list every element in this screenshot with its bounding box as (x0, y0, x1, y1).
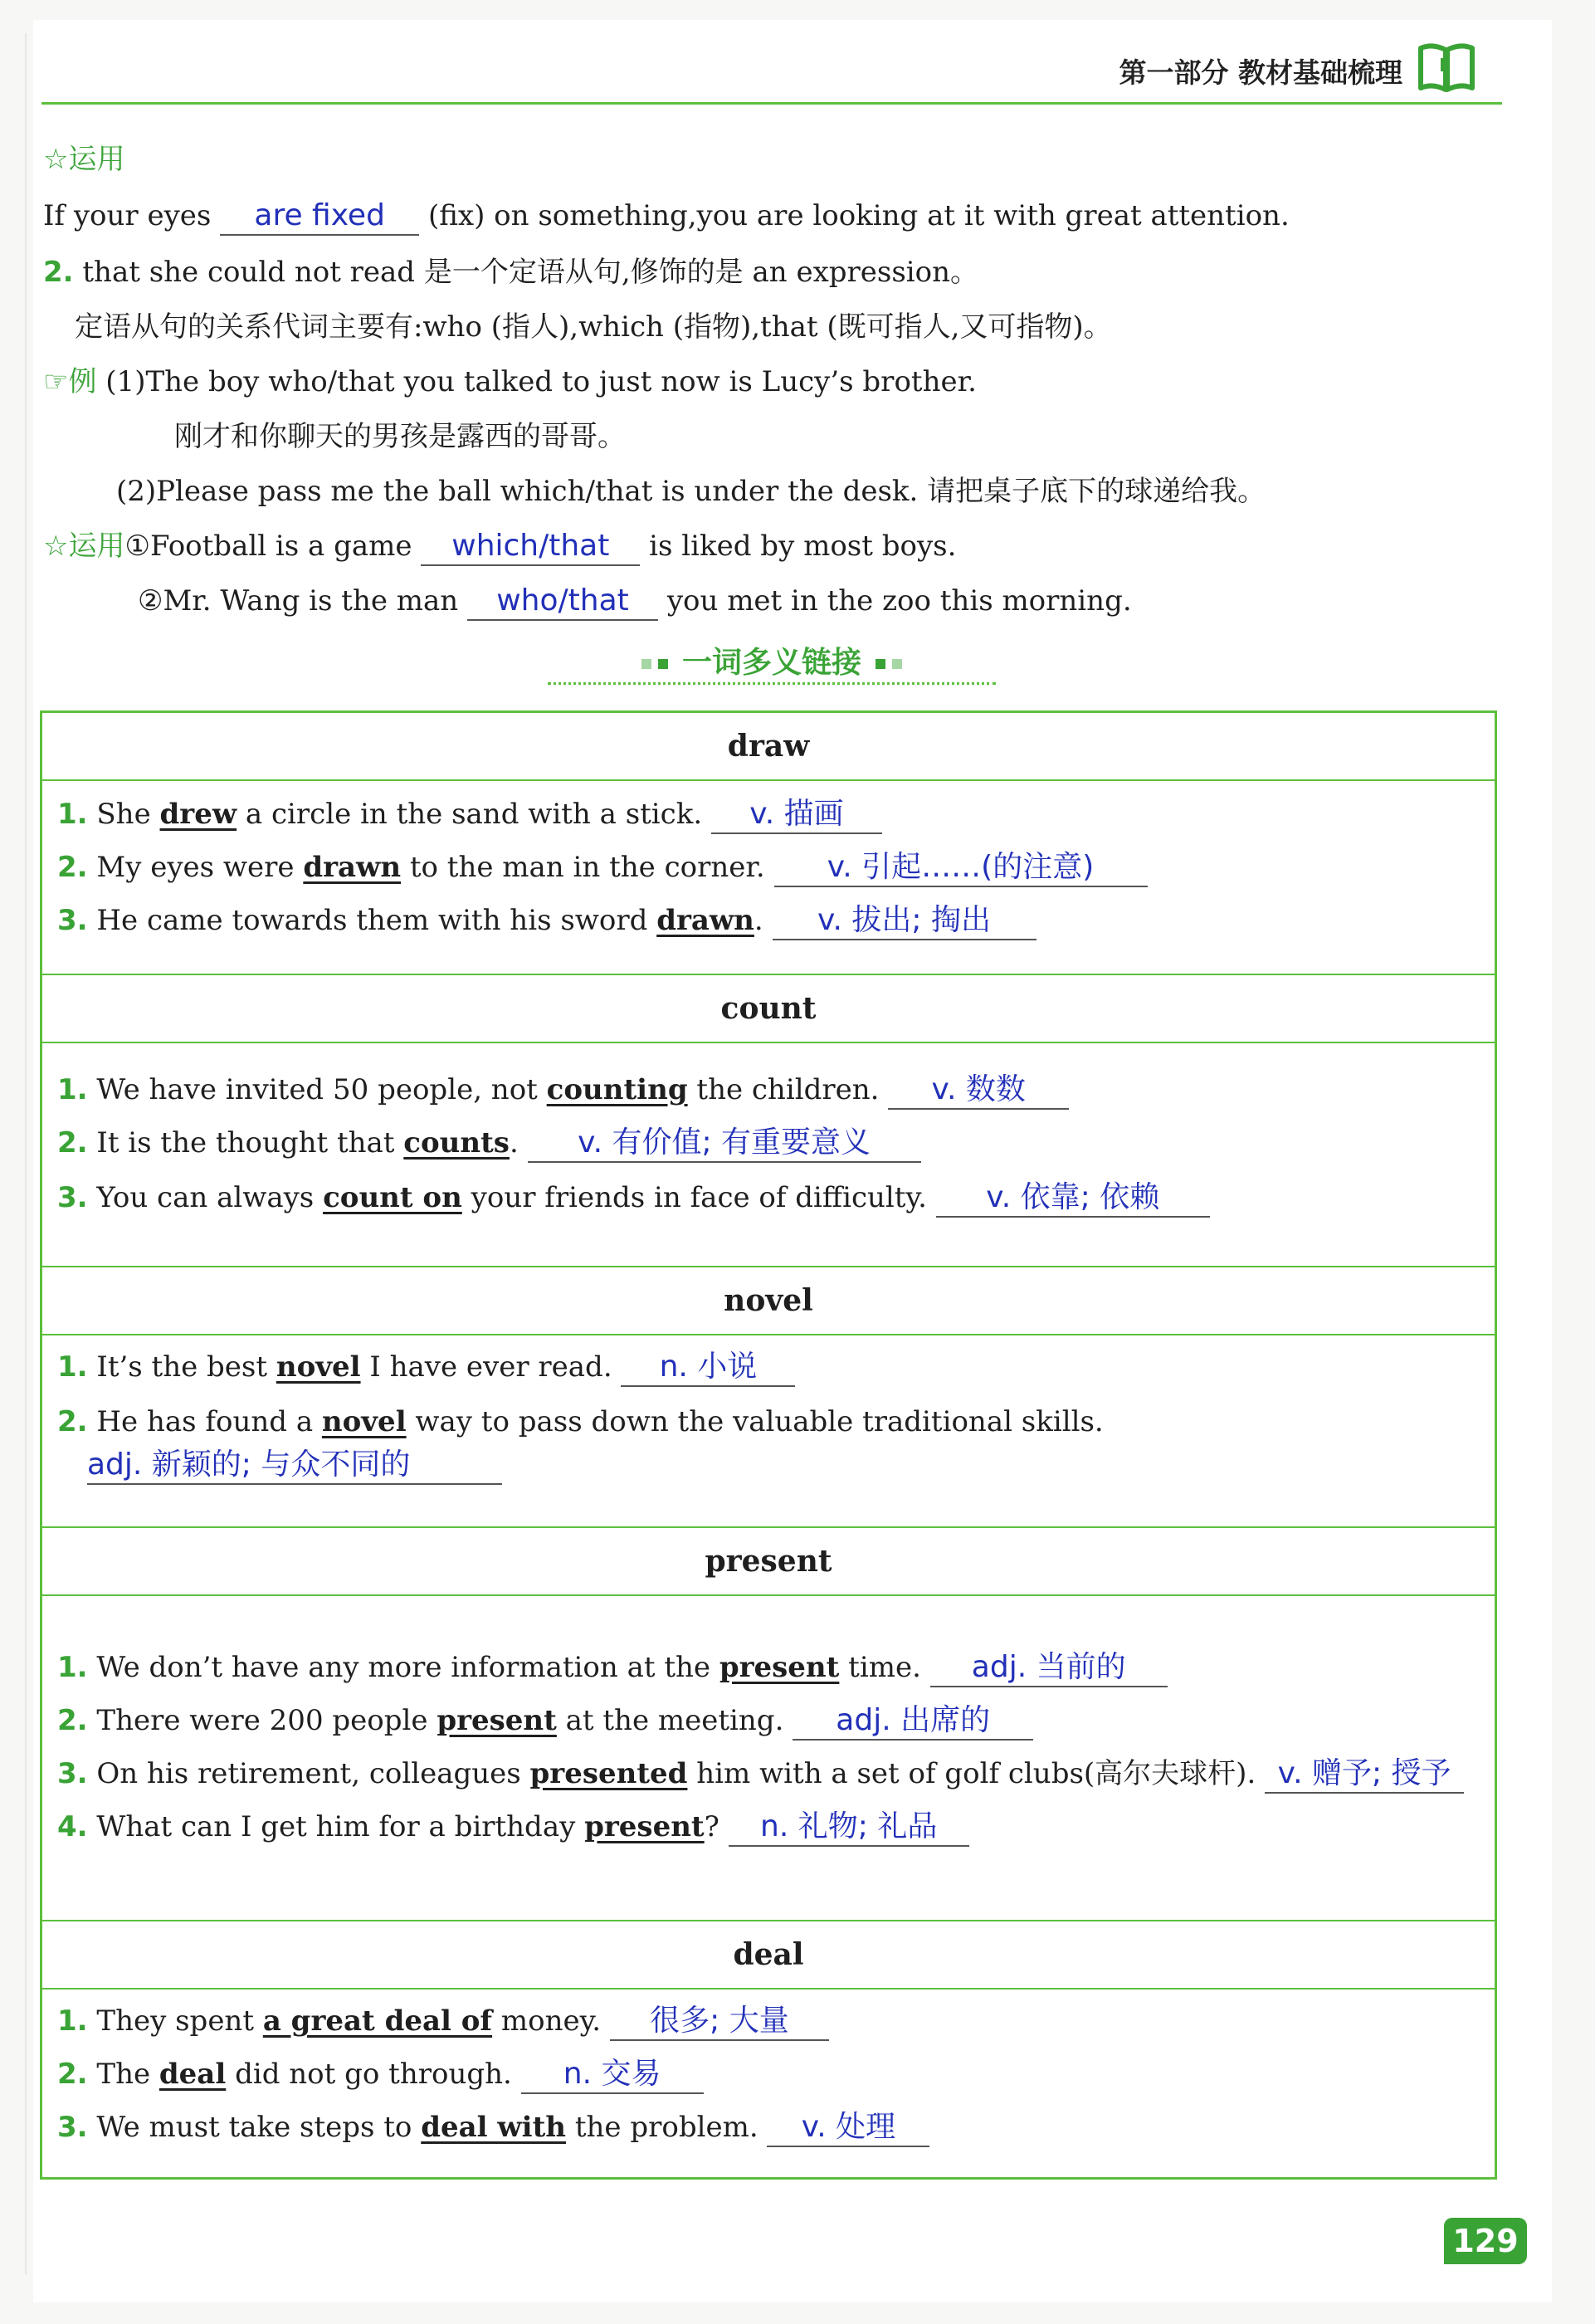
keyword: present (719, 1651, 840, 1684)
table-row (57, 902, 1037, 940)
answer-blank: which/that (421, 530, 640, 566)
answer-blank: v. 拔出; 掏出 (773, 904, 1037, 940)
keyword: present (584, 1810, 705, 1843)
sentence-text: They spent (96, 2004, 263, 2038)
polysemy-table (40, 710, 1497, 2180)
table-row (57, 1809, 969, 1847)
sentence-text: It is the thought that (96, 1126, 404, 1160)
table-row (57, 1125, 921, 1163)
binding-margin (25, 33, 27, 2274)
item-number: 3. (57, 1181, 88, 1214)
keyword: counting (546, 1073, 688, 1106)
note-text: that she could not read 是一个定语从句,修饰的是 an expression。 (82, 256, 979, 289)
word-heading-present: present (42, 1526, 1495, 1596)
usage-sentence-1 (43, 198, 1290, 236)
page-header (41, 33, 1502, 105)
keyword: deal (159, 2058, 227, 2091)
item-number: 3. (57, 904, 88, 937)
table-row (57, 1404, 1104, 1440)
item-number: 1. (57, 1073, 88, 1106)
answer-blank: n. 小说 (621, 1350, 795, 1387)
answer-blank: v. 引起……(的注意) (774, 851, 1148, 887)
keyword: novel (321, 1405, 407, 1438)
sentence-text: If your eyes (43, 199, 212, 232)
example-2: (2)Please pass me the ball which/that is under the desk. 请把桌子底下的球递给我。 (116, 475, 1266, 508)
usage-sentence-3 (138, 583, 1132, 621)
answer-blank: v. 数数 (888, 1073, 1069, 1110)
answer-blank: v. 依靠; 依赖 (936, 1181, 1210, 1218)
word-heading-draw: draw (42, 713, 1495, 781)
sentence-text: the children. (687, 1073, 880, 1106)
usage-sentence-2 (43, 528, 956, 566)
page-number: 129 (1444, 2218, 1527, 2264)
keyword: novel (276, 1350, 361, 1384)
sentence-text: He has found a (96, 1405, 322, 1438)
usage-label: ☆运用 (43, 143, 125, 176)
item-number: 2. (43, 256, 74, 289)
table-row (57, 1072, 1069, 1110)
sentence-text: . (754, 904, 763, 937)
sentence-text: What can I get him for a birthday (96, 1810, 585, 1843)
sentence-text: She (96, 798, 160, 831)
table-row (57, 2109, 929, 2147)
example-label: ☞例 (43, 365, 97, 398)
keyword: present (437, 1704, 557, 1737)
word-heading-deal: deal (42, 1920, 1495, 1990)
table-row (57, 2003, 829, 2041)
sentence-text: ②Mr. Wang is the man (138, 584, 459, 618)
keyword: drawn (656, 904, 754, 937)
example-text: (1)The boy who/that you talked to just now is Lucy’s brother. (105, 365, 977, 398)
sentence-text: did not go through. (226, 2058, 512, 2091)
answer-blank: adj. 当前的 (930, 1651, 1168, 1687)
table-row (57, 1349, 795, 1387)
sentence-text: at the meeting. (556, 1704, 784, 1737)
item-number: 1. (57, 798, 88, 831)
table-row (57, 1179, 1210, 1218)
keyword: presented (529, 1757, 688, 1790)
keyword: drew (159, 798, 237, 831)
item-number: 2. (57, 1704, 88, 1737)
item-number: 2. (57, 2058, 88, 2091)
table-row (57, 796, 882, 834)
keyword: a great deal of (262, 2004, 493, 2038)
table-row (57, 1649, 1168, 1687)
keyword: count on (323, 1181, 462, 1214)
item-number: 1. (57, 1651, 88, 1684)
answer-blank: are fixed (220, 199, 419, 236)
square-ornament (641, 659, 651, 669)
answer-blank: adj. 出席的 (793, 1704, 1033, 1741)
sentence-text: You can always (96, 1181, 324, 1214)
header-title: 第一部分 教材基础梳理 (1119, 56, 1402, 89)
item-number: 1. (57, 1350, 88, 1384)
keyword: counts (403, 1126, 510, 1160)
sentence-text: I have ever read. (360, 1350, 612, 1384)
answer-blank: v. 有价值; 有重要意义 (528, 1126, 921, 1163)
sentence-text: to the man in the corner. (401, 851, 765, 884)
keyword: deal with (421, 2111, 567, 2144)
answer-blank: v. 处理 (767, 2111, 929, 2147)
book-icon (1416, 40, 1477, 95)
answer-blank: adj. 新颖的; 与众不同的 (87, 1448, 502, 1485)
item-number: 2. (57, 851, 88, 884)
sentence-text: a circle in the sand with a stick. (237, 798, 703, 831)
keyword: drawn (303, 851, 402, 884)
sentence-text: We must take steps to (96, 2111, 422, 2144)
table-row (57, 849, 1148, 887)
sentence-text: On his retirement, colleagues (96, 1757, 530, 1790)
word-heading-novel: novel (42, 1266, 1495, 1335)
item-number: 3. (57, 2111, 88, 2144)
sentence-text: It’s the best (96, 1350, 276, 1384)
sentence-text: He came towards them with his sword (96, 904, 657, 937)
sentence-text: way to pass down the valuable traditional skills. (406, 1405, 1104, 1438)
square-ornament (658, 659, 668, 669)
sentence-text: We don’t have any more information at the (96, 1651, 719, 1684)
sentence-text: ①Football is a game (124, 530, 412, 563)
answer-blank: v. 赠予; 授予 (1265, 1757, 1464, 1794)
item-number: 3. (57, 1757, 88, 1790)
sentence-text: your friends in face of difficulty. (461, 1181, 927, 1214)
sentence-text: you met in the zoo this morning. (666, 584, 1132, 618)
answer-blank: 很多; 大量 (610, 2004, 829, 2041)
table-row-continuation (87, 1447, 502, 1485)
sentence-text: There were 200 people (96, 1704, 437, 1737)
item-number: 4. (57, 1810, 88, 1843)
sentence-text: is liked by most boys. (649, 530, 957, 563)
sentence-text: money. (492, 2004, 602, 2038)
sentence-text: The (96, 2058, 159, 2091)
example-1-translation: 刚才和你聊天的男孩是露西的哥哥。 (174, 420, 626, 453)
table-row (57, 1755, 1464, 1794)
item-number: 2. (57, 1126, 88, 1160)
table-row (57, 2056, 704, 2094)
sentence-text: time. (839, 1651, 921, 1684)
sentence-text: the problem. (566, 2111, 758, 2144)
answer-blank: v. 描画 (711, 798, 882, 834)
item-number: 2. (57, 1405, 88, 1438)
note-relative-pronouns: 定语从句的关系代词主要有:who (指人),which (指物),that (既可指人,又可指物)。 (75, 310, 1112, 344)
section-title-text: 一词多义链接 (681, 646, 861, 680)
sentence-text: ? (704, 1810, 719, 1843)
answer-blank: n. 礼物; 礼品 (729, 1810, 969, 1847)
answer-blank: n. 交易 (521, 2058, 704, 2094)
word-heading-count: count (42, 974, 1495, 1043)
sentence-text: . (509, 1126, 519, 1160)
note-2 (43, 254, 978, 290)
square-ornament (892, 659, 902, 669)
usage-label: ☆运用 (43, 530, 125, 563)
header-rule (41, 102, 1502, 105)
sentence-text: (fix) on something,you are looking at it with great attention. (427, 199, 1290, 232)
table-row (57, 1702, 1033, 1741)
section-divider (548, 682, 996, 685)
example-1 (43, 364, 977, 400)
sentence-text: We have invited 50 people, not (96, 1073, 547, 1106)
sentence-text: My eyes were (96, 851, 304, 884)
answer-blank: who/that (467, 584, 658, 621)
sentence-text: him with a set of golf clubs(高尔夫球杆). (687, 1757, 1256, 1790)
square-ornament (876, 659, 885, 669)
section-title (548, 639, 996, 681)
item-number: 1. (57, 2004, 88, 2038)
